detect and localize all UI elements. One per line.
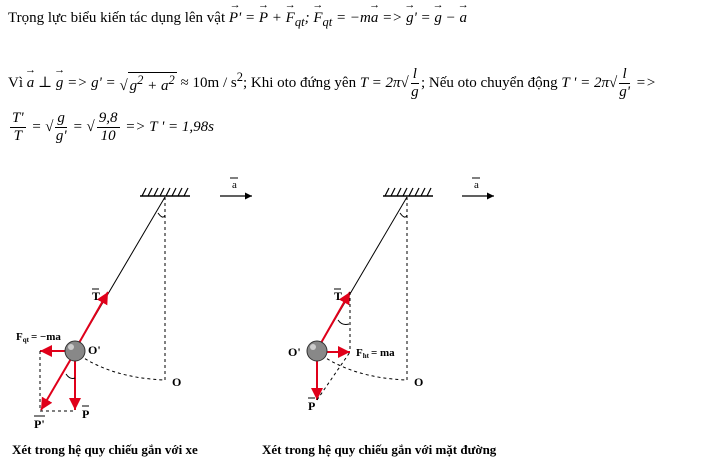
right-P-label: P [308,399,316,413]
line1-equation: → P' = → P + → $F_{qt}$; → $F_{qt} = -m\to a$ => → g' = → g − → a [229,10,467,26]
right-acceleration-arrow [462,178,494,196]
left-Oprime-label: O' [88,343,101,357]
line3-result: => T ' = 1,98s [125,118,215,135]
left-Pprime-label: P' [34,417,45,431]
right-T-label: T [334,289,343,303]
line2-Tprime-formula: T ' = 2π√ $\frac{l}{g'}$ => [561,66,656,100]
line2-when-moving: ; Nếu oto chuyển động [420,74,558,91]
line3-ratio: $\frac{T'}{T}$ = √ $\frac{g}{g'}$ = √ $\frac{9,8}{10}$ [12,110,118,144]
right-acc-label: a [474,179,479,191]
left-acceleration-arrow [220,178,252,196]
right-Fht-label: Fht = ma [356,347,395,360]
left-acc-label: a [232,179,237,191]
left-Fqt-label: Fqt = −ma [16,331,61,344]
line2-when-still: ; Khi oto đứng yên [242,74,357,91]
formula-line-2: Vì → a ⊥ → g => g' = √ $g^2 + a^2 \approx 10m / s^2$; Khi oto đứng yên T = 2π√ $\frac{l}{g}$ ; Nếu oto chuyển động T ' = 2π√ $\frac{l}{g'}$ => [8,66,656,101]
left-T-label: T [92,289,101,303]
right-Oprime-label: O' [288,345,301,359]
line2-approx: ≈ 10m / s [180,74,237,91]
left-O-label: O [172,375,182,389]
left-diagram [16,188,190,431]
right-caption: Xét trong hệ quy chiếu gắn với mặt đường [262,442,497,457]
line2-T-formula: T = 2π√ $\frac{l}{g}$ [359,66,419,100]
line2-perp: → a ⊥ → g => g' = √ $g^2 + a^2$ [27,75,177,91]
left-P-label: P [82,407,90,421]
line2-prefix: Vì [8,74,23,91]
left-caption: Xét trong hệ quy chiếu gắn với xe [12,442,198,457]
right-diagram [288,188,433,413]
right-O-label: O [414,375,424,389]
line1-text: Trọng lực biểu kiến tác dụng lên vật [8,10,226,26]
